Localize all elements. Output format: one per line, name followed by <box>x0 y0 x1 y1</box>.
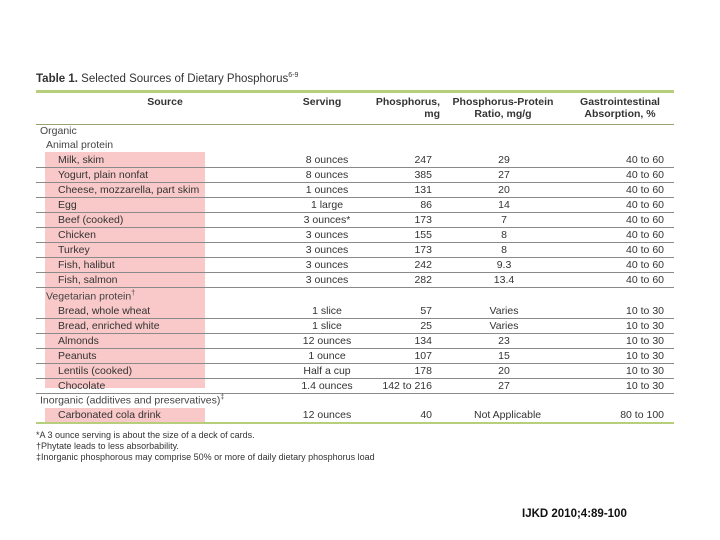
header-ratio <box>448 96 558 120</box>
cell-ratio: 27 <box>498 380 510 392</box>
cell-absorption: 40 to 60 <box>626 154 664 166</box>
cell-serving: 8 ounces <box>305 169 349 181</box>
cell-absorption: 40 to 60 <box>626 274 664 286</box>
cell-source: Bread, enriched white <box>58 320 160 332</box>
cell-ratio: 14 <box>498 199 510 211</box>
cell-ratio: 15 <box>498 350 510 362</box>
cell-serving: 3 ounces <box>305 274 349 286</box>
cell-phosphorus: 178 <box>414 365 432 377</box>
title-reference: 6-9 <box>288 72 299 79</box>
cell-phosphorus: 142 to 216 <box>382 380 432 392</box>
cell-serving: 1 slice <box>312 305 342 317</box>
category-inorganic-label: Inorganic (additives and preservatives) <box>40 394 221 407</box>
cell-absorption: 10 to 30 <box>626 305 664 317</box>
cell-ratio: Not Applicable <box>474 409 542 421</box>
cell-phosphorus: 247 <box>414 154 432 166</box>
cell-absorption: 10 to 30 <box>626 320 664 332</box>
cell-phosphorus: 86 <box>420 199 432 211</box>
cell-serving: 3 ounces <box>305 229 349 241</box>
cell-phosphorus: 107 <box>414 350 432 362</box>
cell-source: Fish, salmon <box>58 274 118 286</box>
cell-source: Fish, halibut <box>58 259 115 271</box>
cell-phosphorus: 57 <box>420 305 432 317</box>
category-inorganic-mark: ‡ <box>220 394 225 401</box>
table-row <box>36 364 674 379</box>
cell-source: Almonds <box>58 335 99 347</box>
cell-absorption: 40 to 60 <box>626 184 664 196</box>
table-row <box>36 198 674 213</box>
cell-ratio: 27 <box>498 169 510 181</box>
header-absorption-line1: Gastrointestinal <box>580 96 660 108</box>
cell-absorption: 80 to 100 <box>620 409 664 421</box>
category-vegetarian-mark: † <box>131 290 136 297</box>
cell-source: Egg <box>58 199 77 211</box>
header-source: Source <box>147 96 183 108</box>
category-inorganic <box>40 394 224 407</box>
cell-ratio: 13.4 <box>493 274 515 286</box>
cell-ratio: 23 <box>498 335 510 347</box>
header-rule <box>36 124 674 125</box>
cell-ratio: 29 <box>498 154 510 166</box>
top-rule <box>36 90 674 93</box>
footnote: *A 3 ounce serving is about the size of a deck of cards. <box>36 430 255 440</box>
table-row <box>36 319 674 334</box>
cell-absorption: 10 to 30 <box>626 380 664 392</box>
category-vegetarian-label: Vegetarian protein <box>46 290 132 303</box>
cell-serving: 1.4 ounces <box>301 380 353 392</box>
cell-absorption: 40 to 60 <box>626 229 664 241</box>
header-absorption-line2: Absorption, % <box>584 108 656 120</box>
cell-absorption: 10 to 30 <box>626 350 664 362</box>
cell-serving: Half a cup <box>303 365 351 377</box>
cell-phosphorus: 25 <box>420 320 432 332</box>
table-row <box>36 304 674 319</box>
table-row <box>36 243 674 258</box>
cell-source: Lentils (cooked) <box>58 365 133 377</box>
table-title <box>36 72 298 85</box>
cell-ratio: Varies <box>489 305 519 317</box>
table-row <box>36 183 674 198</box>
cell-ratio: 8 <box>501 244 507 256</box>
table-title-text: Selected Sources of Dietary Phosphorus <box>77 72 289 85</box>
cell-source: Turkey <box>58 244 90 256</box>
table-row <box>36 349 674 364</box>
header-ratio-line2: Ratio, mg/g <box>474 108 532 120</box>
cell-serving: 3 ounces <box>305 244 349 256</box>
header-phosphorus-line2: mg <box>424 108 440 120</box>
table-row <box>36 228 674 243</box>
cell-source: Yogurt, plain nonfat <box>58 169 149 181</box>
cell-ratio: 20 <box>498 184 510 196</box>
cell-serving: 12 ounces <box>302 335 352 347</box>
cell-phosphorus: 173 <box>414 244 432 256</box>
cell-source: Chocolate <box>58 380 106 392</box>
table-row <box>36 334 674 349</box>
cell-serving: 1 ounce <box>308 350 346 362</box>
cell-phosphorus: 282 <box>414 274 432 286</box>
table-row <box>36 258 674 273</box>
table-row <box>36 273 674 288</box>
cell-phosphorus: 385 <box>414 169 432 181</box>
header-ratio-line1: Phosphorus-Protein <box>452 96 554 108</box>
cell-ratio: 9.3 <box>496 259 512 271</box>
category-vegetarian-protein <box>46 290 135 303</box>
cell-serving: 1 large <box>310 199 344 211</box>
cell-phosphorus: 134 <box>414 335 432 347</box>
cell-absorption: 40 to 60 <box>626 214 664 226</box>
cell-absorption: 10 to 30 <box>626 365 664 377</box>
cell-source: Cheese, mozzarella, part skim <box>58 184 200 196</box>
cell-source: Carbonated cola drink <box>58 409 161 421</box>
cell-phosphorus: 40 <box>420 409 432 421</box>
cell-serving: 3 ounces* <box>303 214 351 226</box>
cell-source: Milk, skim <box>58 154 105 166</box>
table-row <box>36 153 674 168</box>
cell-ratio: 7 <box>501 214 507 226</box>
table-row <box>36 168 674 183</box>
cell-phosphorus: 131 <box>414 184 432 196</box>
table-number: Table 1. <box>36 72 78 85</box>
cell-source: Chicken <box>58 229 96 241</box>
table-row <box>36 213 674 228</box>
citation: IJKD 2010;4:89-100 <box>522 508 627 520</box>
cell-ratio: 20 <box>498 365 510 377</box>
header-absorption <box>570 96 670 120</box>
cell-absorption: 40 to 60 <box>626 199 664 211</box>
cell-serving: 1 slice <box>312 320 342 332</box>
cell-source: Bread, whole wheat <box>58 305 151 317</box>
cell-phosphorus: 155 <box>414 229 432 241</box>
cell-source: Peanuts <box>58 350 97 362</box>
cell-absorption: 40 to 60 <box>626 259 664 271</box>
table-row <box>36 379 674 394</box>
header-phosphorus-line1: Phosphorus, <box>375 96 440 108</box>
footnotes <box>36 430 375 463</box>
footnote: †Phytate leads to less absorbability. <box>36 441 179 451</box>
cell-serving: 1 ounces <box>305 184 349 196</box>
cell-ratio: 8 <box>501 229 507 241</box>
bottom-rule <box>36 422 674 424</box>
cell-absorption: 40 to 60 <box>626 169 664 181</box>
table-row <box>36 408 674 423</box>
footnote: ‡Inorganic phosphorous may comprise 50% or more of daily dietary phosphorus load <box>36 452 375 462</box>
cell-serving: 8 ounces <box>305 154 349 166</box>
cell-phosphorus: 242 <box>414 259 432 271</box>
cell-serving: 12 ounces <box>302 409 352 421</box>
category-animal-protein: Animal protein <box>46 139 114 151</box>
header-phosphorus <box>360 96 440 120</box>
cell-phosphorus: 173 <box>414 214 432 226</box>
category-organic: Organic <box>40 125 77 137</box>
cell-ratio: Varies <box>489 320 519 332</box>
cell-absorption: 10 to 30 <box>626 335 664 347</box>
cell-source: Beef (cooked) <box>58 214 124 226</box>
cell-serving: 3 ounces <box>305 259 349 271</box>
header-serving: Serving <box>302 96 342 108</box>
cell-absorption: 40 to 60 <box>626 244 664 256</box>
